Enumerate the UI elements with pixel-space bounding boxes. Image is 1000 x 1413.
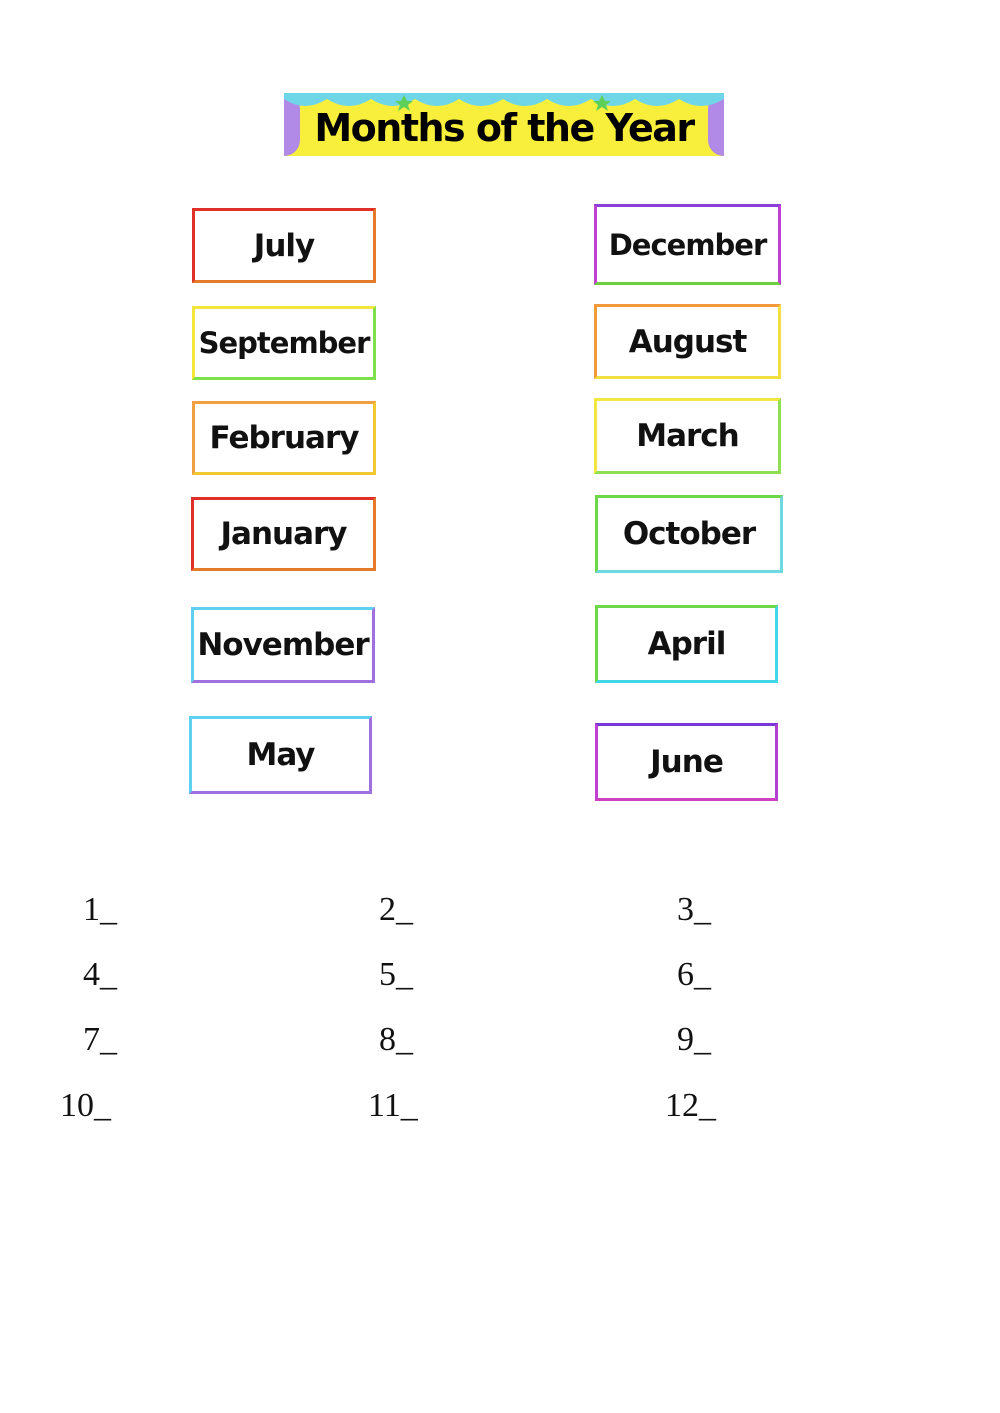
- month-card-february: February: [192, 401, 376, 475]
- month-card-january: January: [191, 497, 376, 571]
- answer-slot[interactable]: 7_: [83, 1021, 117, 1058]
- month-card-october: October: [595, 495, 783, 573]
- answer-slot[interactable]: 4_: [83, 956, 117, 993]
- month-card-may: May: [189, 716, 372, 794]
- month-card-july: July: [192, 208, 376, 283]
- month-card-december: December: [594, 204, 781, 285]
- answer-slot[interactable]: 5_: [379, 956, 413, 993]
- answer-slot[interactable]: 2_: [379, 891, 413, 928]
- month-card-june: June: [595, 723, 778, 801]
- answer-slot[interactable]: 12_: [665, 1087, 716, 1124]
- title-banner: [284, 93, 724, 156]
- month-card-august: August: [594, 304, 781, 379]
- month-card-march: March: [594, 398, 781, 474]
- answer-slot[interactable]: 1_: [83, 891, 117, 928]
- month-card-november: November: [191, 607, 375, 683]
- answer-slot[interactable]: 6_: [677, 956, 711, 993]
- month-card-september: September: [192, 306, 376, 380]
- page-title: Months of the Year: [314, 106, 694, 150]
- answer-slot[interactable]: 11_: [368, 1087, 418, 1124]
- month-card-april: April: [595, 605, 778, 683]
- answer-slot[interactable]: 10_: [60, 1087, 111, 1124]
- answer-slot[interactable]: 9_: [677, 1021, 711, 1058]
- answer-slot[interactable]: 8_: [379, 1021, 413, 1058]
- answer-slot[interactable]: 3_: [677, 891, 711, 928]
